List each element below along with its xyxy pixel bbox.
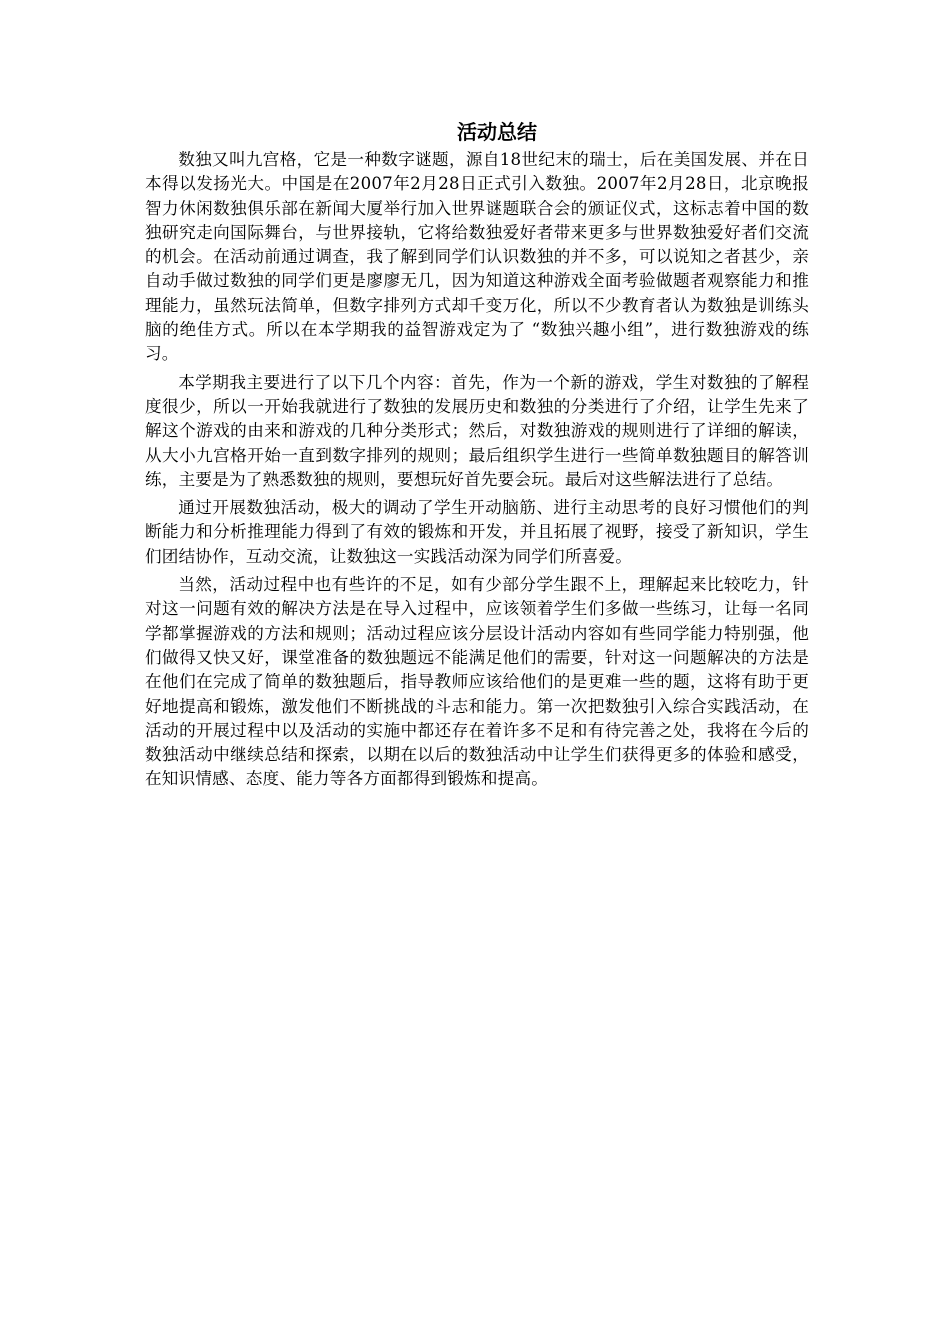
paragraph-content: 本学期我主要进行了以下几个内容：首先，作为一个新的游戏，学生对数独的了解程度很少，所以一开始我就进行了数独的发展历史和数独的分类进行了介绍，让学生先来了解这个游戏的由来和游戏的几种分类形式；然后，对数独游戏的规则进行了详细的解读，从大小九宫格开始一直到数字排列的规则；最后组织学生进行一些简单数独题目的解答训练，主要是为了熟悉数独的规则，要想玩好首先要会玩。最后对这些解法进行了总结。 — [145, 372, 809, 489]
paragraph-shortcomings: 当然，活动过程中也有些许的不足，如有少部分学生跟不上，理解起来比较吃力，针对这一问题有效的解决方法是在导入过程中，应该领着学生们多做一些练习，让每一名同学都掌握游戏的方法和规则；活动过程应该分层设计活动内容如有些同学能力特别强，他们做得又快又好，课堂准备的数独题远不能满足他们的需要，针对这一问题解决的方法是在他们在完成了简单的数独题后，指导教师应该给他们的是更难一些的题，这将有助于更好地提高和锻炼，激发他们不断挑战的斗志和能力。第一次把数独引入综合实践活动，在活动的开展过程中以及活动的实施中都还存在着许多不足和有待完善之处，我将在今后的数独活动中继续总结和探索，以期在以后的数独活动中让学生们获得更多的体验和感受，在知识情感、态度、能力等各方面都得到锻炼和提高。 — [145, 575, 809, 789]
paragraph-results: 通过开展数独活动，极大的调动了学生开动脑筋、进行主动思考的良好习惯他们的判断能力和分析推理能力得到了有效的锻炼和开发，并且拓展了视野，接受了新知识，学生们团结协作，互动交流，让数独这一实践活动深为同学们所喜爱。 — [145, 498, 809, 566]
document-page — [145, 118, 809, 796]
document-title: 活动总结 — [457, 120, 537, 144]
paragraph-intro: 数独又叫九宫格，它是一种数字谜题，源自18世纪末的瑞士，后在美国发展、并在日本得以发扬光大。中国是在2007年2月28日正式引入数独。2007年2月28日，北京晚报智力休闲数独俱乐部在新闻大厦举行加入世界谜题联合会的颁证仪式，这标志着中国的数独研究走向国际舞台，与世界接轨，它将给数独爱好者带来更多与世界数独爱好者们交流的机会。在活动前通过调查，我了解到同学们认识数独的并不多，可以说知之者甚少，亲自动手做过数独的同学们更是廖廖无几，因为知道这种游戏全面考验做题者观察能力和推理能力，虽然玩法简单，但数字排列方式却千变万化，所以不少教育者认为数独是训练头脑的绝佳方式。所以在本学期我的益智游戏定为了 “数独兴趣小组”，进行数独游戏的练习。 — [145, 150, 809, 364]
